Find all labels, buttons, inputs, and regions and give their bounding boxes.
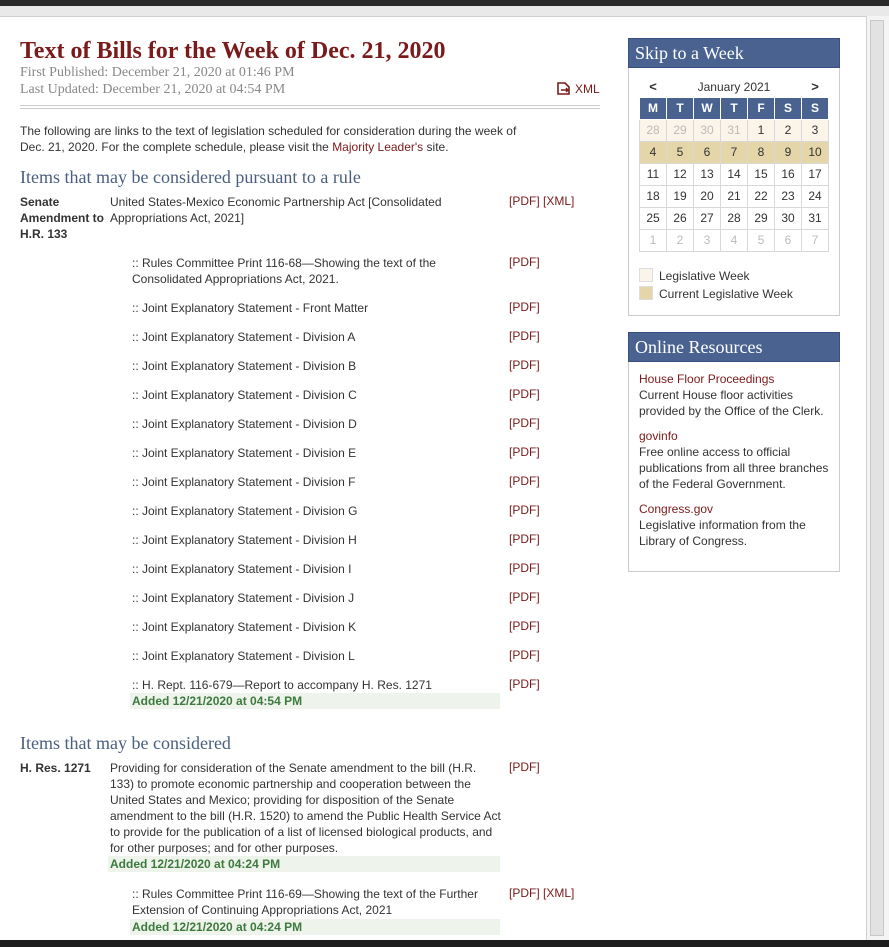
calendar-day[interactable]: 28 (721, 207, 748, 229)
resource-description: Current House floor activities provided by the Office of the Clerk. (639, 388, 824, 418)
title-divider-2 (20, 108, 600, 109)
doc-item: :: Joint Explanatory Statement - Division B (132, 359, 357, 373)
weekday-header: W (694, 97, 721, 119)
site-header-strip (0, 6, 889, 17)
doc-pdf-link[interactable]: [PDF] (509, 300, 540, 314)
calendar-day[interactable]: 3 (802, 119, 829, 141)
calendar-day[interactable]: 24 (802, 185, 829, 207)
doc-item: :: Joint Explanatory Statement - Division A (132, 330, 356, 344)
xml-feed-icon (557, 82, 571, 95)
title-divider (20, 105, 600, 106)
page-title: Text of Bills for the Week of Dec. 21, 2020 (20, 38, 446, 64)
doc-rcp-116-69-pdf-link[interactable]: [PDF] (509, 886, 540, 900)
weekday-header: T (667, 97, 694, 119)
last-updated: Last Updated: December 21, 2020 at 04:54 PM (20, 82, 286, 97)
doc-item: :: Joint Explanatory Statement - Division G (132, 504, 358, 518)
calendar-day[interactable]: 1 (640, 229, 667, 251)
calendar-week-row[interactable] (640, 229, 829, 251)
calendar-day[interactable]: 6 (775, 229, 802, 251)
doc-item: :: Joint Explanatory Statement - Division K (132, 620, 357, 634)
bill-hr133-xml-link[interactable]: [XML] (543, 194, 575, 208)
doc-item: :: Joint Explanatory Statement - Division I (132, 562, 352, 576)
calendar-day[interactable]: 17 (802, 163, 829, 185)
calendar-day[interactable]: 19 (667, 185, 694, 207)
doc-pdf-link[interactable]: [PDF] (509, 416, 540, 430)
doc-pdf-link[interactable]: [PDF] (509, 445, 540, 459)
doc-rcp-116-69-xml-link[interactable]: [XML] (543, 886, 575, 900)
weekday-header: F (748, 97, 775, 119)
doc-item-rcp-116-69: :: Rules Committee Print 116-69—Showing the text of the Further Extension of Continuing Appropriations Act, 2021 (132, 887, 478, 917)
calendar-day[interactable]: 4 (721, 229, 748, 251)
intro-text-before: The following are links to the text of legislation scheduled for consideration during the week of Dec. 21, 2020. For the complete schedule, please visit the (20, 124, 517, 154)
resource-link[interactable]: Congress.gov (639, 502, 714, 516)
majority-leader-link[interactable]: Majority Leader's (332, 140, 424, 154)
resource-link[interactable]: govinfo (639, 429, 678, 443)
legend-current-label: Current Legislative Week (659, 287, 793, 301)
calendar-day[interactable]: 8 (748, 141, 775, 163)
bill-hr133-links (509, 194, 574, 208)
weekday-header: S (775, 97, 802, 119)
intro-text-after: site. (423, 140, 449, 154)
doc-item: :: Joint Explanatory Statement - Division D (132, 417, 357, 431)
calendar-week-row[interactable] (640, 185, 829, 207)
doc-item: :: Rules Committee Print 116-68—Showing the text of the Consolidated Appropriations Act, 2021. (132, 256, 436, 286)
calendar-day[interactable]: 20 (694, 185, 721, 207)
doc-item: :: Joint Explanatory Statement - Division J (132, 591, 355, 605)
doc-pdf-link[interactable]: [PDF] (509, 358, 540, 372)
calendar-day[interactable]: 18 (640, 185, 667, 207)
prev-month-arrow[interactable]: < (649, 79, 657, 95)
calendar-day[interactable]: 10 (802, 141, 829, 163)
doc-item: :: Joint Explanatory Statement - Division E (132, 446, 357, 460)
bill-desc-hres1271: Providing for consideration of the Senate amendment to the bill (H.R. 133) to promote economic partnership and cooperation between the United States and Mexico; providing for disposition of the Senate amendment to the bill (H.R. 1520) to amend the Public Health Service Act to provide for the publication of a list of licensed biological products, and for other purposes; and for other purposes. (110, 761, 501, 855)
added-timestamp: Added 12/21/2020 at 04:24 PM (130, 919, 500, 935)
next-month-arrow[interactable]: > (811, 79, 819, 95)
doc-pdf-link[interactable]: [PDF] (509, 590, 540, 604)
calendar-day[interactable]: 25 (640, 207, 667, 229)
doc-item: :: Joint Explanatory Statement - Front Matter (132, 301, 369, 315)
calendar-day[interactable]: 4 (640, 141, 667, 163)
resource-item (639, 371, 834, 419)
doc-rcp-116-69-links (509, 886, 574, 900)
legend-current-week (639, 286, 793, 301)
calendar-day[interactable]: 1 (748, 119, 775, 141)
calendar-week-row[interactable] (640, 119, 829, 141)
resource-item (639, 428, 834, 492)
resource-item (639, 501, 834, 549)
calendar-day[interactable]: 2 (775, 119, 802, 141)
calendar-day[interactable]: 12 (667, 163, 694, 185)
calendar-day[interactable]: 9 (775, 141, 802, 163)
calendar-day[interactable]: 15 (748, 163, 775, 185)
doc-pdf-link[interactable]: [PDF] (509, 329, 540, 343)
doc-item: :: Joint Explanatory Statement - Division C (132, 388, 357, 402)
doc-pdf-link[interactable]: [PDF] (509, 677, 540, 691)
added-timestamp: Added 12/21/2020 at 04:54 PM (130, 693, 500, 709)
legislative-week-swatch (639, 268, 653, 282)
calendar-day[interactable]: 28 (640, 119, 667, 141)
section-heading-rule: Items that may be considered pursuant to a rule (20, 167, 361, 187)
calendar-day[interactable]: 26 (667, 207, 694, 229)
skip-to-week-box (628, 38, 840, 316)
calendar-day[interactable]: 30 (694, 119, 721, 141)
calendar-day[interactable]: 5 (748, 229, 775, 251)
calendar-day[interactable]: 27 (694, 207, 721, 229)
bill-label-hr133: Senate Amendment to H.R. 133 (20, 195, 104, 241)
calendar-day[interactable]: 13 (694, 163, 721, 185)
doc-item: :: Joint Explanatory Statement - Division H (132, 533, 357, 547)
legend-legislative-label: Legislative Week (659, 269, 750, 283)
doc-item: :: H. Rept. 116-679—Report to accompany H. Res. 1271 (132, 678, 432, 692)
calendar-day[interactable]: 22 (748, 185, 775, 207)
main-content (20, 38, 600, 934)
calendar-day[interactable]: 31 (802, 207, 829, 229)
doc-pdf-link[interactable]: [PDF] (509, 503, 540, 517)
calendar-week-row[interactable] (640, 141, 829, 163)
doc-pdf-link[interactable]: [PDF] (509, 255, 540, 269)
added-timestamp: Added 12/21/2020 at 04:24 PM (108, 856, 500, 872)
bill-hres1271-pdf-link[interactable]: [PDF] (509, 760, 540, 774)
doc-pdf-link[interactable]: [PDF] (509, 387, 540, 401)
current-week-swatch (639, 286, 653, 300)
doc-pdf-link[interactable]: [PDF] (509, 474, 540, 488)
weekday-header: S (802, 97, 829, 119)
section-heading-considered: Items that may be considered (20, 733, 231, 753)
calendar-day[interactable]: 30 (775, 207, 802, 229)
first-published: First Published: December 21, 2020 at 01:46 PM (20, 65, 295, 80)
xml-feed-label: XML (575, 82, 600, 96)
resource-description: Free online access to official publications from all three branches of the Federal Government. (639, 445, 829, 491)
browser-bottom-edge (0, 940, 889, 947)
calendar-day[interactable]: 7 (802, 229, 829, 251)
calendar-day[interactable]: 14 (721, 163, 748, 185)
calendar-day[interactable]: 29 (748, 207, 775, 229)
calendar-day[interactable]: 6 (694, 141, 721, 163)
online-resources-box (628, 332, 840, 572)
doc-item: :: Joint Explanatory Statement - Division L (132, 649, 355, 663)
calendar-day[interactable]: 2 (667, 229, 694, 251)
doc-pdf-link[interactable]: [PDF] (509, 532, 540, 546)
calendar-day[interactable]: 23 (775, 185, 802, 207)
weekday-header: T (721, 97, 748, 119)
weekday-header: M (640, 97, 667, 119)
bill-label-hres1271: H. Res. 1271 (20, 761, 91, 775)
doc-pdf-link[interactable]: [PDF] (509, 619, 540, 633)
doc-pdf-link[interactable]: [PDF] (509, 561, 540, 575)
intro-paragraph (20, 123, 530, 155)
xml-feed-link[interactable] (557, 82, 600, 96)
calendar-week-row[interactable] (640, 207, 829, 229)
bill-hr133-pdf-link[interactable]: [PDF] (509, 194, 540, 208)
calendar-month-label: January 2021 (697, 79, 771, 94)
doc-pdf-link[interactable]: [PDF] (509, 648, 540, 662)
calendar-day[interactable]: 31 (721, 119, 748, 141)
calendar-day[interactable]: 21 (721, 185, 748, 207)
doc-item: :: Joint Explanatory Statement - Division F (132, 475, 356, 489)
calendar-day[interactable]: 11 (640, 163, 667, 185)
calendar-day[interactable]: 16 (775, 163, 802, 185)
legend-legislative-week (639, 268, 750, 283)
resource-link[interactable]: House Floor Proceedings (639, 372, 775, 386)
calendar-day[interactable]: 29 (667, 119, 694, 141)
calendar-week-row[interactable] (640, 163, 829, 185)
scrollbar-thumb[interactable] (870, 20, 884, 936)
skip-to-week-heading: Skip to a Week (628, 38, 840, 68)
week-calendar (639, 77, 829, 252)
weekday-header-row (640, 97, 829, 119)
calendar-day[interactable]: 7 (721, 141, 748, 163)
resource-description: Legislative information from the Library of Congress. (639, 518, 806, 548)
calendar-day[interactable]: 3 (694, 229, 721, 251)
online-resources-heading: Online Resources (628, 332, 840, 362)
bill-desc-hr133: United States-Mexico Economic Partnership Act [Consolidated Appropriations Act, 2021] (110, 195, 442, 225)
calendar-day[interactable]: 5 (667, 141, 694, 163)
